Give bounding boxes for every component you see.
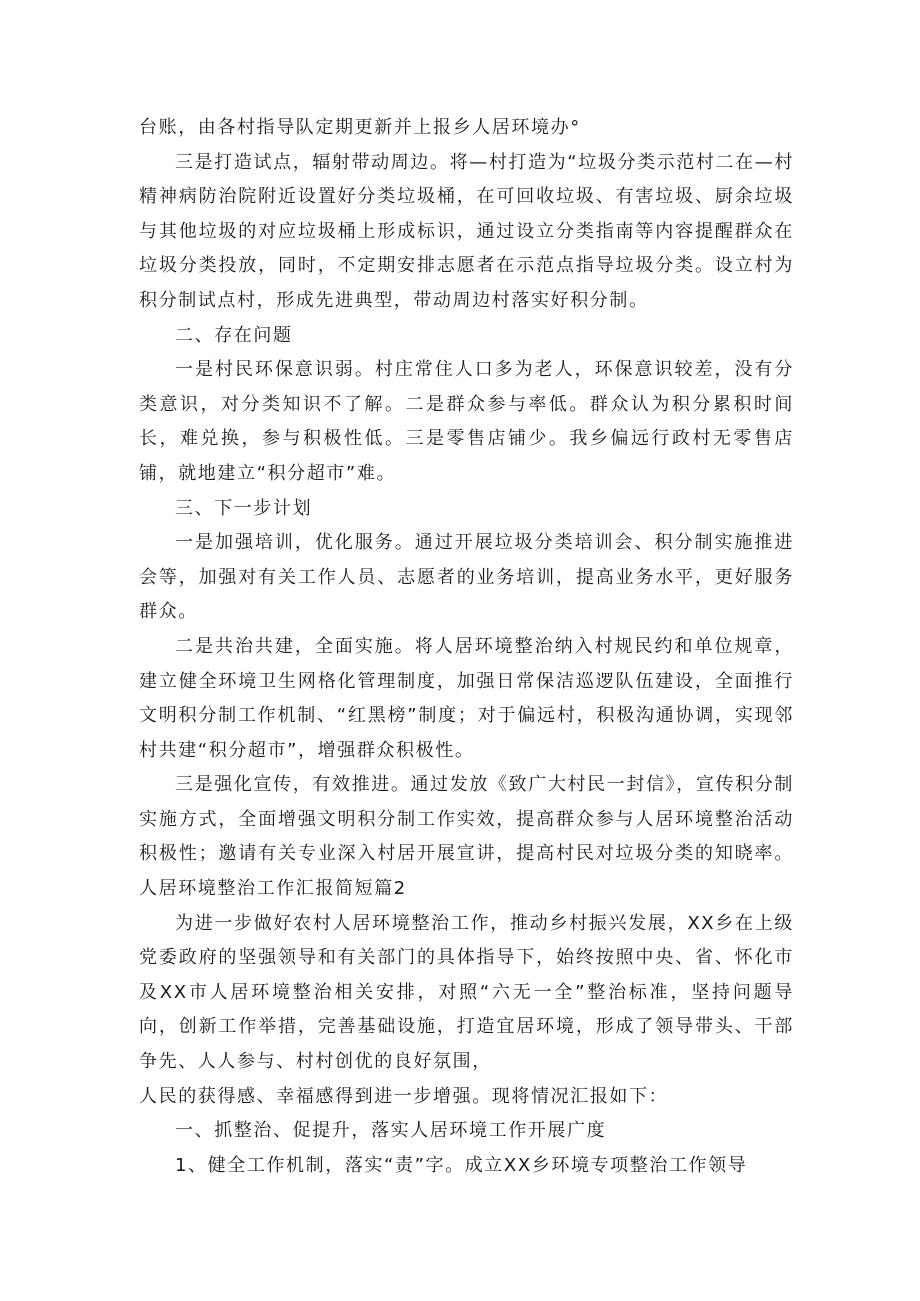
paragraph: 一是村民环保意识弱。村庄常住人口多为老人，环保意识较差，没有分类意识，对分类知识不了解。二是群众参与率低。群众认为积分累积时间长，难兑换，参与积极性低。三是零售店铺少。我乡偏远行政村无零售店铺，就地建立“积分超市”难。 [139, 359, 794, 484]
paragraph: 为进一步做好农村人居环境整治工作，推动乡村振兴发展，XX乡在上级党委政府的坚强领导和有关部门的具体指导下，始终按照中央、省、怀化市及XX市人居环境整治相关安排，对照“六无一全”整治标准，坚持问题导向，创新工作举措，完善基础设施，打造宜居环境，形成了领导带头、干部争先、人人参与、村村创优的良好氛围， [139, 912, 794, 1073]
paragraph: 1、健全工作机制，落实“责”字。成立XX乡环境专项整治工作领导 [175, 1154, 748, 1176]
paragraph: 二是共治共建，全面实施。将人居环境整治纳入村规民约和单位规章，建立健全环境卫生网格化管理制度，加强日常保洁巡逻队伍建设，全面推行文明积分制工作机制、“红黑榜”制度；对于偏远村，积极沟通协调，实现邻村共建“积分超市”，增强群众积极性。 [139, 635, 794, 761]
paragraph: 一是加强培训，优化服务。通过开展垃圾分类培训会、积分制实施推进会等，加强对有关工作人员、志愿者的业务培训，提高业务水平，更好服务群众。 [139, 532, 794, 623]
section-heading: 一、抓整治、促提升，落实人居环境工作开展广度 [175, 1120, 607, 1142]
document-body [139, 111, 794, 1183]
section-heading: 二、存在问题 [175, 324, 293, 346]
section-heading: 三、下一步计划 [175, 497, 313, 519]
paragraph: 人民的获得感、幸福感得到进一步增强。现将情况汇报如下： [139, 1085, 669, 1107]
paragraph: 三是强化宣传，有效推进。通过发放《致广大村民一封信》，宣传积分制实施方式，全面增强文明积分制工作实效，提高群众参与人居环境整治活动积极性；邀请有关专业深入村居开展宣讲，提高村民对垃圾分类的知晓率。人居环境整治工作汇报简短篇2 [139, 774, 794, 900]
paragraph: 三是打造试点，辐射带动周边。将—村打造为“垃圾分类示范村二在—村精神病防治院附近设置好分类垃圾桶，在可回收垃圾、有害垃圾、厨余垃圾与其他垃圾的对应垃圾桶上形成标识，通过设立分类指南等内容提醒群众在垃圾分类投放，同时，不定期安排志愿者在示范点指导垃圾分类。设立村为积分制试点村，形成先进典型，带动周边村落实好积分制。 [139, 151, 794, 311]
paragraph: 台账，由各村指导队定期更新并上报乡人居环境办° [139, 117, 581, 138]
